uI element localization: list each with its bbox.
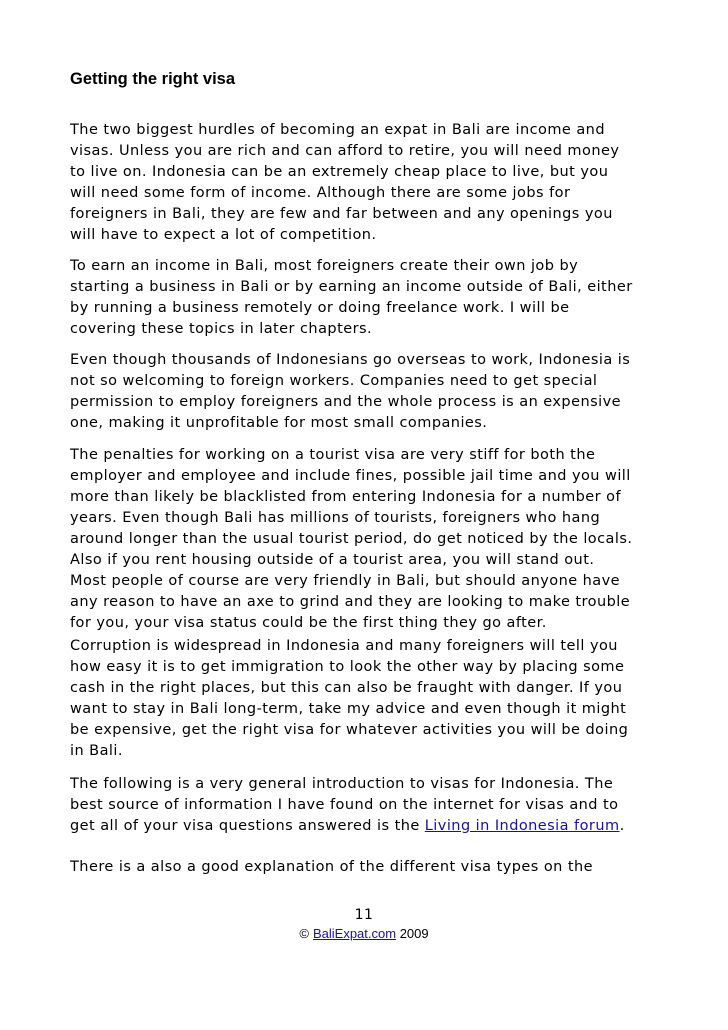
- copyright-year: 2009: [399, 926, 429, 941]
- text-segment: get all of your visa questions answered is the: [70, 818, 425, 834]
- text-line: visas. Unless you are rich and can afford to retire, you will need money: [70, 143, 620, 159]
- text-line: not so welcoming to foreign workers. Companies need to get special: [70, 373, 598, 389]
- text-line: want to stay in Bali long-term, take my advice and even though it might: [70, 701, 627, 717]
- section-heading: Getting the right visa: [70, 70, 236, 88]
- page-number: 11: [354, 907, 374, 923]
- text-line: foreigners in Bali, they are few and far between and any openings you: [70, 206, 613, 222]
- text-segment: .: [619, 818, 625, 834]
- paragraph-earning-income: [70, 256, 670, 340]
- copyright-footer: [0, 926, 728, 942]
- text-line: covering these topics in later chapters.: [70, 321, 373, 337]
- text-line: best source of information I have found on the internet for visas and to: [70, 797, 619, 813]
- text-line: how easy it is to get immigration to look the other way by placing some: [70, 659, 625, 675]
- paragraph-penalties: [70, 445, 670, 634]
- paragraph-visa-types: [70, 857, 670, 878]
- text-line: for you, your visa status could be the first thing they go after.: [70, 615, 547, 631]
- baliexpat-link[interactable]: BaliExpat.com: [312, 926, 397, 941]
- paragraph-corruption: [70, 636, 670, 762]
- text-line: one, making it unprofitable for most small companies.: [70, 415, 488, 431]
- text-line: There is a also a good explanation of the different visa types on the: [70, 859, 593, 875]
- text-line: Corruption is widespread in Indonesia and many foreigners will tell you: [70, 638, 618, 654]
- living-in-indonesia-forum-link[interactable]: Living in Indonesia forum: [424, 818, 620, 834]
- text-line: more than likely be blacklisted from entering Indonesia for a number of: [70, 489, 622, 505]
- paragraph-visa-introduction: [70, 774, 670, 837]
- text-line: permission to employ foreigners and the whole process is an expensive: [70, 394, 621, 410]
- text-line: around longer than the usual tourist period, do get noticed by the locals.: [70, 531, 633, 547]
- text-line: starting a business in Bali or by earning an income outside of Bali, either: [70, 279, 633, 295]
- text-line: The two biggest hurdles of becoming an expat in Bali are income and: [70, 122, 605, 138]
- text-line: cash in the right places, but this can also be fraught with danger. If you: [70, 680, 623, 696]
- text-line: by running a business remotely or doing freelance work. I will be: [70, 300, 570, 316]
- text-line: be expensive, get the right visa for whatever activities you will be doing: [70, 722, 629, 738]
- text-line: will have to expect a lot of competition.: [70, 227, 377, 243]
- text-line-with-link: [70, 816, 670, 837]
- text-line: in Bali.: [70, 743, 123, 759]
- text-line: The following is a very general introduction to visas for Indonesia. The: [70, 776, 614, 792]
- text-line: any reason to have an axe to grind and they are looking to make trouble: [70, 594, 631, 610]
- copyright-symbol: ©: [299, 926, 309, 941]
- text-line: Also if you rent housing outside of a tourist area, you will stand out.: [70, 552, 595, 568]
- text-line: to live on. Indonesia can be an extremely cheap place to live, but you: [70, 164, 609, 180]
- text-line: Even though thousands of Indonesians go overseas to work, Indonesia is: [70, 352, 631, 368]
- text-line: employer and employee and include fines, possible jail time and you will: [70, 468, 631, 484]
- text-line: To earn an income in Bali, most foreigners create their own job by: [70, 258, 579, 274]
- text-line: years. Even though Bali has millions of tourists, foreigners who hang: [70, 510, 601, 526]
- text-line: will need some form of income. Although there are some jobs for: [70, 185, 571, 201]
- paragraph-income-visas: [70, 120, 670, 246]
- paragraph-foreign-workers: [70, 350, 670, 434]
- text-line: The penalties for working on a tourist visa are very stiff for both the: [70, 447, 596, 463]
- text-line: Most people of course are very friendly in Bali, but should anyone have: [70, 573, 621, 589]
